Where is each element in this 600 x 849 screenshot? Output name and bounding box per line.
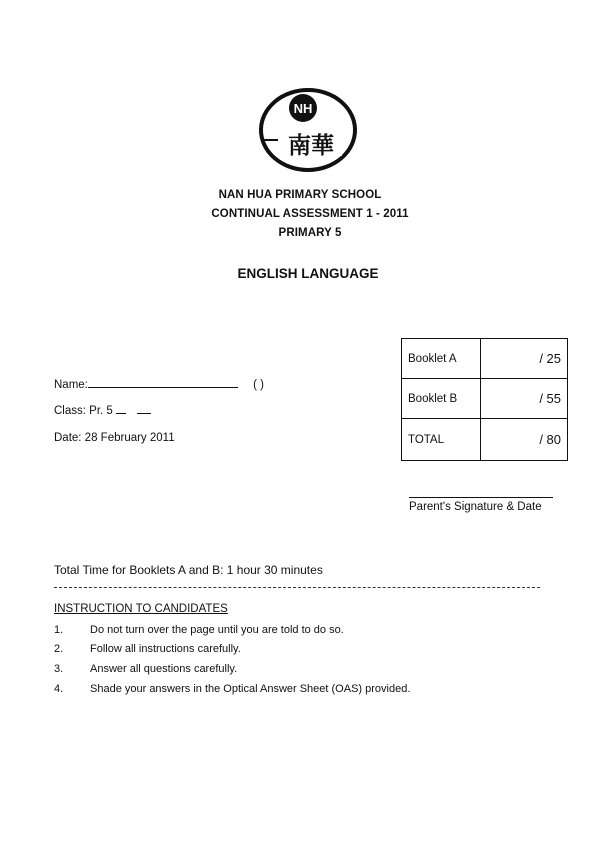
subject-title: ENGLISH LANGUAGE <box>237 266 379 281</box>
marks-row <box>402 379 568 419</box>
class-blank-2[interactable] <box>137 413 151 414</box>
instruction-text: Answer all questions carefully. <box>90 663 238 675</box>
instruction-item <box>54 624 344 636</box>
marks-label: Booklet B <box>402 379 481 419</box>
instruction-text: Follow all instructions carefully. <box>90 643 241 655</box>
instruction-item <box>54 643 241 655</box>
marks-value: / 25 <box>481 339 568 379</box>
name-blank[interactable] <box>88 387 238 388</box>
class-field[interactable] <box>54 405 151 417</box>
marks-table <box>401 338 568 461</box>
date-field: Date: 28 February 2011 <box>54 432 175 444</box>
instruction-text: Do not turn over the page until you are told to do so. <box>90 624 344 636</box>
level-title: PRIMARY 5 <box>278 227 342 239</box>
class-blank[interactable] <box>116 413 126 414</box>
name-field[interactable] <box>54 379 264 391</box>
instructions-heading: INSTRUCTION TO CANDIDATES <box>54 603 228 615</box>
instruction-item <box>54 683 410 695</box>
svg-text:南華: 南華 <box>288 133 334 159</box>
instruction-text: Shade your answers in the Optical Answer Sheet (OAS) provided. <box>90 683 411 695</box>
register-number-paren: ( ) <box>253 379 264 391</box>
divider <box>54 587 540 588</box>
marks-row <box>402 419 568 461</box>
marks-value: / 80 <box>481 419 568 461</box>
instruction-number: 2. <box>54 643 64 655</box>
name-label: Name: <box>54 379 88 391</box>
marks-value: / 55 <box>481 379 568 419</box>
parent-signature-line: Parent's Signature & Date <box>409 497 553 513</box>
marks-row <box>402 339 568 379</box>
instruction-number: 1. <box>54 624 64 636</box>
svg-text:NH: NH <box>293 101 313 116</box>
school-logo <box>258 88 358 172</box>
instruction-number: 4. <box>54 683 64 695</box>
marks-label: Booklet A <box>402 339 481 379</box>
assessment-title: CONTINUAL ASSESSMENT 1 - 2011 <box>211 208 409 220</box>
school-name: NAN HUA PRIMARY SCHOOL <box>218 189 382 201</box>
instruction-item <box>54 663 237 675</box>
class-label: Class: Pr. 5 <box>54 405 113 417</box>
instruction-number: 3. <box>54 663 64 675</box>
marks-label: TOTAL <box>402 419 481 461</box>
total-time: Total Time for Booklets A and B: 1 hour 30 minutes <box>54 563 323 577</box>
